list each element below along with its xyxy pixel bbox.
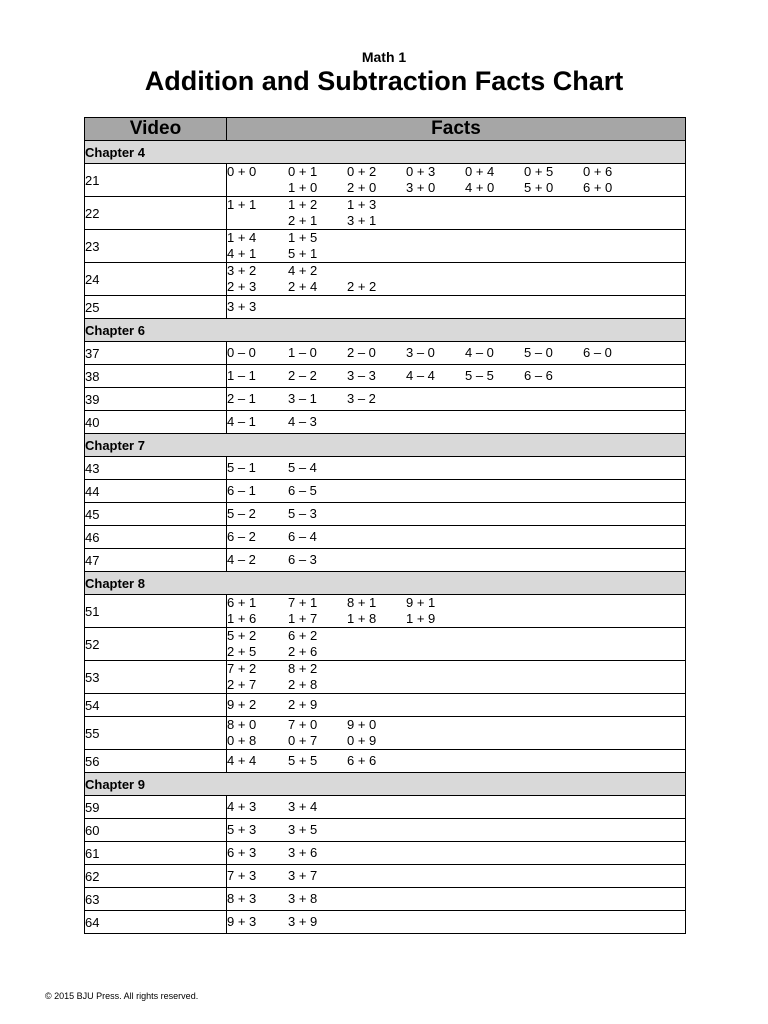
fact-item: 2 + 8 (288, 677, 318, 692)
fact-item: 3 + 7 (288, 868, 318, 883)
column-header-video: Video (85, 118, 227, 141)
facts-cell (227, 388, 686, 411)
video-number: 40 (85, 411, 227, 434)
fact-item: 2 + 0 (347, 180, 377, 195)
video-number: 55 (85, 717, 227, 750)
chapter-heading: Chapter 9 (85, 773, 686, 796)
fact-item: 2 + 9 (288, 697, 318, 712)
fact-item: 1 + 3 (347, 197, 377, 212)
fact-item: 2 – 0 (347, 345, 376, 360)
fact-item: 0 + 1 (288, 164, 318, 179)
fact-item: 4 – 3 (288, 414, 317, 429)
fact-item: 1 + 0 (288, 180, 318, 195)
facts-line (227, 246, 685, 262)
fact-item: 2 + 2 (347, 279, 377, 294)
table-row (85, 842, 686, 865)
facts-line (227, 529, 685, 545)
fact-item: 8 + 2 (288, 661, 318, 676)
facts-line (227, 661, 685, 677)
video-number: 47 (85, 549, 227, 572)
facts-line (227, 213, 685, 229)
fact-item: 8 + 1 (347, 595, 377, 610)
video-number: 62 (85, 865, 227, 888)
fact-item: 4 – 4 (406, 368, 435, 383)
facts-line (227, 697, 685, 713)
fact-item: 5 + 2 (227, 628, 257, 643)
fact-item: 2 + 7 (227, 677, 257, 692)
facts-line (227, 180, 685, 196)
video-number: 64 (85, 911, 227, 934)
fact-item: 0 + 2 (347, 164, 377, 179)
facts-cell (227, 842, 686, 865)
fact-item: 4 – 2 (227, 552, 256, 567)
fact-item: 5 – 5 (465, 368, 494, 383)
chapter-heading: Chapter 6 (85, 319, 686, 342)
facts-cell (227, 628, 686, 661)
fact-item: 1 – 1 (227, 368, 256, 383)
fact-item: 6 – 0 (583, 345, 612, 360)
table-row (85, 480, 686, 503)
chapter-heading: Chapter 7 (85, 434, 686, 457)
fact-item: 5 + 5 (288, 753, 318, 768)
video-number: 63 (85, 888, 227, 911)
fact-item: 6 + 0 (583, 180, 613, 195)
video-number: 59 (85, 796, 227, 819)
video-number: 24 (85, 263, 227, 296)
table-row (85, 911, 686, 934)
fact-item: 0 + 9 (347, 733, 377, 748)
fact-item: 5 + 1 (288, 246, 318, 261)
facts-line (227, 345, 685, 361)
fact-item: 5 + 0 (524, 180, 554, 195)
fact-item: 3 + 1 (347, 213, 377, 228)
chapter-heading: Chapter 4 (85, 141, 686, 164)
chapter-row (85, 434, 686, 457)
fact-item: 0 + 0 (227, 164, 257, 179)
fact-item: 1 + 5 (288, 230, 318, 245)
facts-line (227, 717, 685, 733)
fact-item: 4 + 3 (227, 799, 257, 814)
fact-item: 0 – 0 (227, 345, 256, 360)
video-number: 60 (85, 819, 227, 842)
fact-item: 2 + 5 (227, 644, 257, 659)
fact-item: 7 + 0 (288, 717, 318, 732)
facts-cell (227, 526, 686, 549)
fact-item: 4 + 1 (227, 246, 257, 261)
fact-item: 1 + 8 (347, 611, 377, 626)
fact-item: 6 + 2 (288, 628, 318, 643)
facts-line (227, 483, 685, 499)
table-row (85, 796, 686, 819)
fact-item: 4 + 4 (227, 753, 257, 768)
facts-line (227, 164, 685, 180)
facts-line (227, 891, 685, 907)
fact-item: 3 + 4 (288, 799, 318, 814)
facts-line (227, 391, 685, 407)
fact-item: 3 + 6 (288, 845, 318, 860)
fact-item: 9 + 2 (227, 697, 257, 712)
facts-line (227, 595, 685, 611)
facts-line (227, 644, 685, 660)
video-number: 46 (85, 526, 227, 549)
facts-line (227, 230, 685, 246)
fact-item: 3 + 5 (288, 822, 318, 837)
facts-line (227, 822, 685, 838)
document-subtitle: Math 1 (361, 49, 407, 65)
fact-item: 1 + 1 (227, 197, 257, 212)
table-row (85, 503, 686, 526)
fact-item: 6 + 3 (227, 845, 257, 860)
facts-line (227, 611, 685, 627)
fact-item: 7 + 2 (227, 661, 257, 676)
copyright-footer: © 2015 BJU Press. All rights reserved. (45, 991, 199, 1001)
fact-item: 6 + 6 (347, 753, 377, 768)
facts-cell (227, 365, 686, 388)
table-row (85, 717, 686, 750)
table-row (85, 526, 686, 549)
video-number: 23 (85, 230, 227, 263)
fact-item: 5 – 3 (288, 506, 317, 521)
fact-item: 4 + 2 (288, 263, 318, 278)
facts-cell (227, 865, 686, 888)
video-number: 45 (85, 503, 227, 526)
fact-item: 6 – 1 (227, 483, 256, 498)
table-row (85, 888, 686, 911)
fact-item: 2 + 6 (288, 644, 318, 659)
facts-cell (227, 342, 686, 365)
fact-item: 6 – 2 (227, 529, 256, 544)
facts-line (227, 552, 685, 568)
fact-item: 4 + 0 (465, 180, 495, 195)
fact-item: 2 – 2 (288, 368, 317, 383)
fact-item: 7 + 1 (288, 595, 318, 610)
fact-item: 3 + 2 (227, 263, 257, 278)
facts-line (227, 460, 685, 476)
fact-item: 6 – 3 (288, 552, 317, 567)
facts-line (227, 414, 685, 430)
table-row (85, 661, 686, 694)
facts-table (84, 117, 686, 934)
facts-line (227, 799, 685, 815)
fact-item: 1 + 4 (227, 230, 257, 245)
video-number: 43 (85, 457, 227, 480)
video-number: 56 (85, 750, 227, 773)
facts-line (227, 197, 685, 213)
video-number: 37 (85, 342, 227, 365)
fact-item: 3 + 0 (406, 180, 436, 195)
fact-item: 7 + 3 (227, 868, 257, 883)
facts-cell (227, 480, 686, 503)
fact-item: 1 + 7 (288, 611, 318, 626)
video-number: 51 (85, 595, 227, 628)
facts-cell (227, 549, 686, 572)
facts-cell (227, 888, 686, 911)
chapter-row (85, 141, 686, 164)
fact-item: 9 + 3 (227, 914, 257, 929)
column-header-facts: Facts (227, 118, 686, 141)
chapter-heading: Chapter 8 (85, 572, 686, 595)
video-number: 38 (85, 365, 227, 388)
facts-cell (227, 263, 686, 296)
fact-item: 1 + 6 (227, 611, 257, 626)
fact-item: 8 + 0 (227, 717, 257, 732)
video-number: 39 (85, 388, 227, 411)
fact-item: 1 – 0 (288, 345, 317, 360)
fact-item: 0 + 6 (583, 164, 613, 179)
video-number: 54 (85, 694, 227, 717)
table-row (85, 197, 686, 230)
fact-item: 5 – 1 (227, 460, 256, 475)
fact-item: 8 + 3 (227, 891, 257, 906)
table-row (85, 365, 686, 388)
fact-item: 5 – 4 (288, 460, 317, 475)
table-row (85, 865, 686, 888)
fact-item: 0 + 8 (227, 733, 257, 748)
fact-item: 3 – 1 (288, 391, 317, 406)
fact-item (227, 213, 288, 229)
fact-item: 6 + 1 (227, 595, 257, 610)
table-row (85, 411, 686, 434)
fact-item: 3 + 8 (288, 891, 318, 906)
facts-cell (227, 457, 686, 480)
table-header-row (85, 118, 686, 141)
fact-item: 9 + 0 (347, 717, 377, 732)
fact-item: 0 + 7 (288, 733, 318, 748)
video-number: 52 (85, 628, 227, 661)
facts-cell (227, 296, 686, 319)
table-row (85, 388, 686, 411)
facts-cell (227, 717, 686, 750)
facts-line (227, 733, 685, 749)
facts-cell (227, 661, 686, 694)
video-number: 44 (85, 480, 227, 503)
fact-item: 2 + 4 (288, 279, 318, 294)
table-row (85, 164, 686, 197)
fact-item: 6 – 6 (524, 368, 553, 383)
table-row (85, 263, 686, 296)
facts-line (227, 299, 685, 315)
table-row (85, 457, 686, 480)
fact-item (227, 180, 288, 196)
chapter-row (85, 572, 686, 595)
table-row (85, 628, 686, 661)
video-number: 61 (85, 842, 227, 865)
fact-item: 3 – 0 (406, 345, 435, 360)
facts-line (227, 368, 685, 384)
table-row (85, 595, 686, 628)
facts-line (227, 845, 685, 861)
facts-table-body (85, 141, 686, 934)
fact-item: 1 + 9 (406, 611, 436, 626)
fact-item: 1 + 2 (288, 197, 318, 212)
fact-item: 0 + 3 (406, 164, 436, 179)
table-row (85, 230, 686, 263)
fact-item: 5 – 0 (524, 345, 553, 360)
facts-cell (227, 230, 686, 263)
fact-item: 4 – 0 (465, 345, 494, 360)
fact-item: 3 + 3 (227, 299, 257, 314)
fact-item: 3 – 3 (347, 368, 376, 383)
fact-item: 5 – 2 (227, 506, 256, 521)
fact-item: 9 + 1 (406, 595, 436, 610)
fact-item: 3 – 2 (347, 391, 376, 406)
table-row (85, 819, 686, 842)
video-number: 22 (85, 197, 227, 230)
video-number: 25 (85, 296, 227, 319)
facts-line (227, 628, 685, 644)
facts-cell (227, 197, 686, 230)
video-number: 53 (85, 661, 227, 694)
fact-item: 6 – 5 (288, 483, 317, 498)
fact-item: 0 + 4 (465, 164, 495, 179)
facts-cell (227, 819, 686, 842)
fact-item: 0 + 5 (524, 164, 554, 179)
table-row (85, 694, 686, 717)
fact-item: 2 – 1 (227, 391, 256, 406)
facts-cell (227, 411, 686, 434)
facts-cell (227, 750, 686, 773)
facts-line (227, 506, 685, 522)
facts-cell (227, 164, 686, 197)
fact-item: 4 – 1 (227, 414, 256, 429)
facts-cell (227, 796, 686, 819)
facts-line (227, 263, 685, 279)
page-title: Addition and Subtraction Facts Chart (144, 66, 624, 96)
facts-cell (227, 503, 686, 526)
facts-line (227, 279, 685, 295)
facts-line (227, 677, 685, 693)
facts-cell (227, 911, 686, 934)
facts-line (227, 914, 685, 930)
facts-line (227, 753, 685, 769)
facts-cell (227, 694, 686, 717)
table-row (85, 549, 686, 572)
chapter-row (85, 773, 686, 796)
fact-item: 5 + 3 (227, 822, 257, 837)
fact-item: 2 + 3 (227, 279, 257, 294)
fact-item: 3 + 9 (288, 914, 318, 929)
facts-cell (227, 595, 686, 628)
fact-item: 6 – 4 (288, 529, 317, 544)
table-row (85, 296, 686, 319)
table-row (85, 750, 686, 773)
table-row (85, 342, 686, 365)
chapter-row (85, 319, 686, 342)
video-number: 21 (85, 164, 227, 197)
facts-line (227, 868, 685, 884)
fact-item: 2 + 1 (288, 213, 318, 228)
